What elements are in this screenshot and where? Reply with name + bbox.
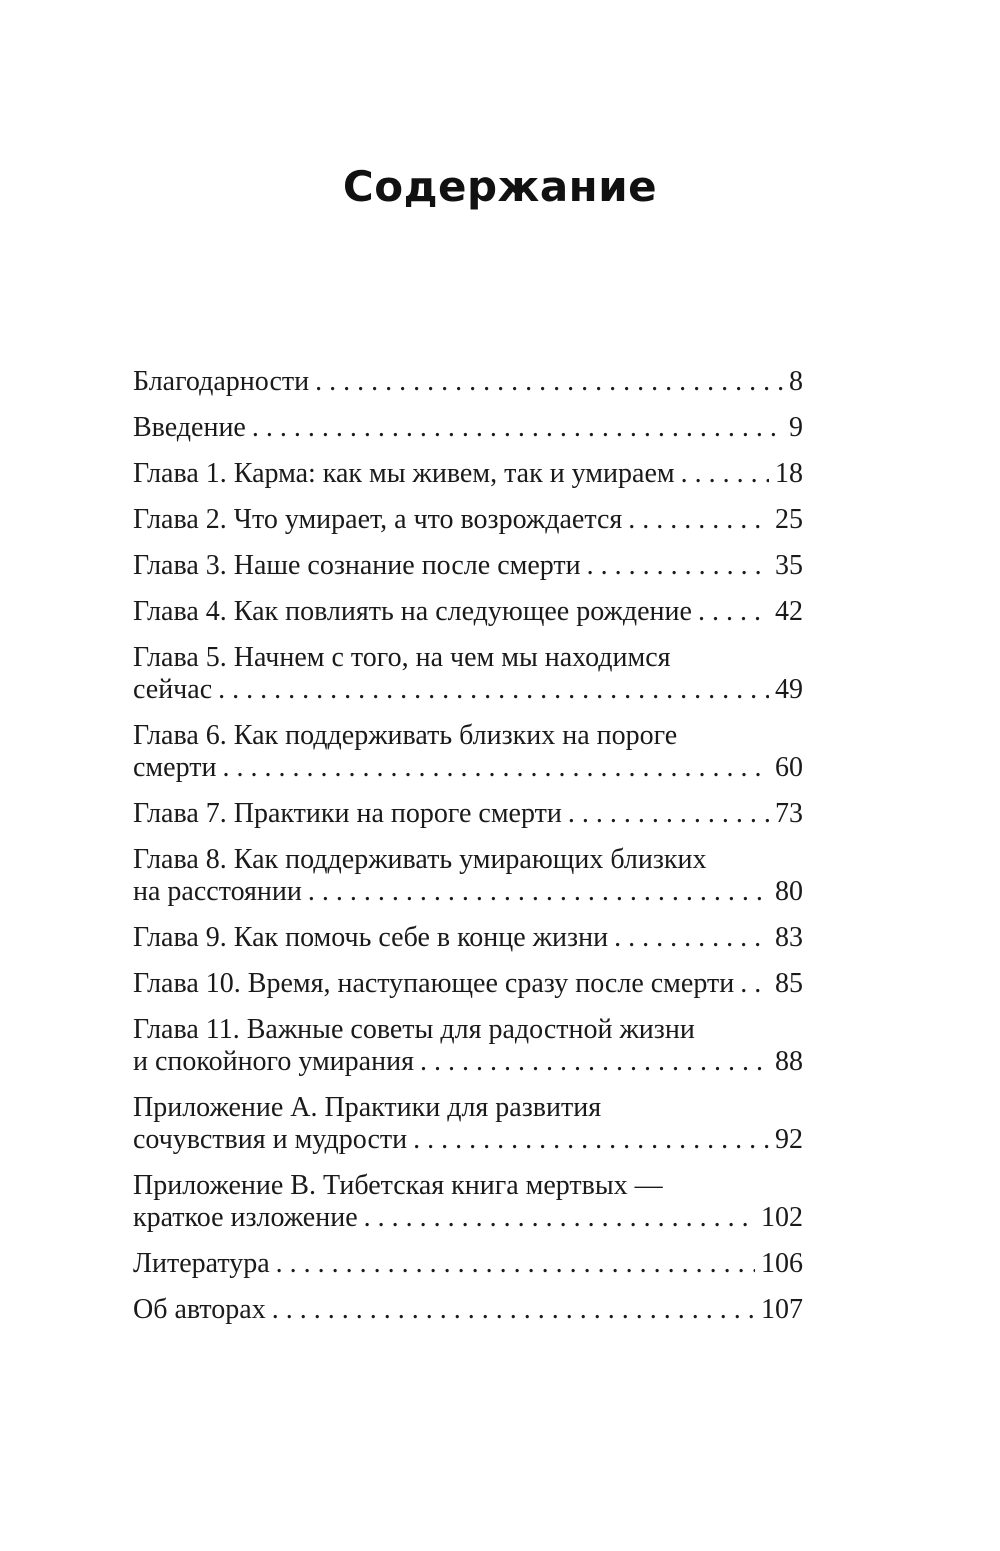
toc-entry-title-line1: Приложение В. Тибетская книга мертвых —: [133, 1170, 663, 1201]
toc-entry-title: Введение: [133, 412, 246, 443]
toc-entry-about-authors[interactable]: [133, 1294, 803, 1326]
dot-leader: [698, 596, 769, 628]
toc-entry-title: Об авторах: [133, 1294, 266, 1325]
toc-page-number: 42: [775, 596, 803, 627]
toc-entry-title: смерти: [133, 752, 217, 783]
toc-page-number: 102: [761, 1202, 803, 1233]
dot-leader: [587, 550, 769, 582]
toc-entry-title: Глава 1. Карма: как мы живем, так и умираем: [133, 458, 675, 489]
toc-entry-chapter-9[interactable]: [133, 922, 803, 954]
toc-page-number: 80: [775, 876, 803, 907]
dot-leader: [308, 876, 769, 908]
dot-leader: [276, 1248, 755, 1280]
toc-entry-chapter-5[interactable]: [133, 642, 803, 706]
toc-page-number: 49: [775, 674, 803, 705]
toc-entry-chapter-10[interactable]: [133, 968, 803, 1000]
toc-entry-title: Глава 4. Как повлиять на следующее рождение: [133, 596, 692, 627]
toc-page-number: 35: [775, 550, 803, 581]
toc-entry-title-line1: Глава 6. Как поддерживать близких на пороге: [133, 720, 678, 751]
toc-entry-title: Благодарности: [133, 366, 310, 397]
toc-entry-title: и спокойного умирания: [133, 1046, 414, 1077]
dot-leader: [222, 752, 769, 784]
toc-page-number: 83: [775, 922, 803, 953]
table-of-contents: [133, 366, 803, 1340]
toc-entry-acknowledgements[interactable]: [133, 366, 803, 398]
toc-page-number: 60: [775, 752, 803, 783]
dot-leader: [628, 504, 769, 536]
toc-entry-title: Глава 9. Как помочь себе в конце жизни: [133, 922, 609, 953]
dot-leader: [614, 922, 769, 954]
dot-leader: [568, 798, 769, 830]
toc-entry-title-line1: Глава 8. Как поддерживать умирающих близких: [133, 844, 707, 875]
toc-page-number: 25: [775, 504, 803, 535]
toc-entry-literature[interactable]: [133, 1248, 803, 1280]
toc-entry-title: краткое изложение: [133, 1202, 358, 1233]
toc-entry-title-line1: Приложение А. Практики для развития: [133, 1092, 602, 1123]
dot-leader: [681, 458, 769, 490]
toc-entry-title: Глава 2. Что умирает, а что возрождается: [133, 504, 623, 535]
page-title: Содержание: [342, 162, 658, 211]
toc-entry-chapter-2[interactable]: [133, 504, 803, 536]
toc-page-number: 85: [775, 968, 803, 999]
dot-leader: [218, 674, 769, 706]
toc-entry-appendix-b[interactable]: [133, 1170, 803, 1234]
toc-entry-title: сейчас: [133, 674, 213, 705]
toc-entry-title: Глава 7. Практики на пороге смерти: [133, 798, 562, 829]
toc-entry-chapter-4[interactable]: [133, 596, 803, 628]
dot-leader: [413, 1124, 769, 1156]
toc-entry-introduction[interactable]: [133, 412, 803, 444]
toc-entry-title: на расстоянии: [133, 876, 302, 907]
toc-entry-title: Глава 10. Время, наступающее сразу после смерти: [133, 968, 735, 999]
toc-page-number: 107: [761, 1294, 803, 1325]
dot-leader: [364, 1202, 755, 1234]
toc-entry-title: Глава 3. Наше сознание после смерти: [133, 550, 581, 581]
toc-entry-chapter-3[interactable]: [133, 550, 803, 582]
dot-leader: [420, 1046, 769, 1078]
toc-entry-chapter-6[interactable]: [133, 720, 803, 784]
toc-entry-title-line1: Глава 5. Начнем с того, на чем мы находимся: [133, 642, 671, 673]
toc-entry-title-line1: Глава 11. Важные советы для радостной жизни: [133, 1014, 695, 1045]
toc-entry-chapter-7[interactable]: [133, 798, 803, 830]
dot-leader: [315, 366, 783, 398]
toc-page-number: 92: [775, 1124, 803, 1155]
toc-page-number: 88: [775, 1046, 803, 1077]
toc-entry-chapter-11[interactable]: [133, 1014, 803, 1078]
dot-leader: [740, 968, 769, 1000]
dot-leader: [272, 1294, 755, 1326]
toc-page-number: 106: [761, 1248, 803, 1279]
dot-leader: [252, 412, 783, 444]
toc-page-number: 9: [789, 412, 803, 443]
toc-page-number: 73: [775, 798, 803, 829]
toc-entry-title: сочувствия и мудрости: [133, 1124, 408, 1155]
toc-page-number: 8: [789, 366, 803, 397]
toc-entry-appendix-a[interactable]: [133, 1092, 803, 1156]
toc-entry-chapter-1[interactable]: [133, 458, 803, 490]
toc-entry-chapter-8[interactable]: [133, 844, 803, 908]
toc-entry-title: Литература: [133, 1248, 270, 1279]
toc-page-number: 18: [775, 458, 803, 489]
